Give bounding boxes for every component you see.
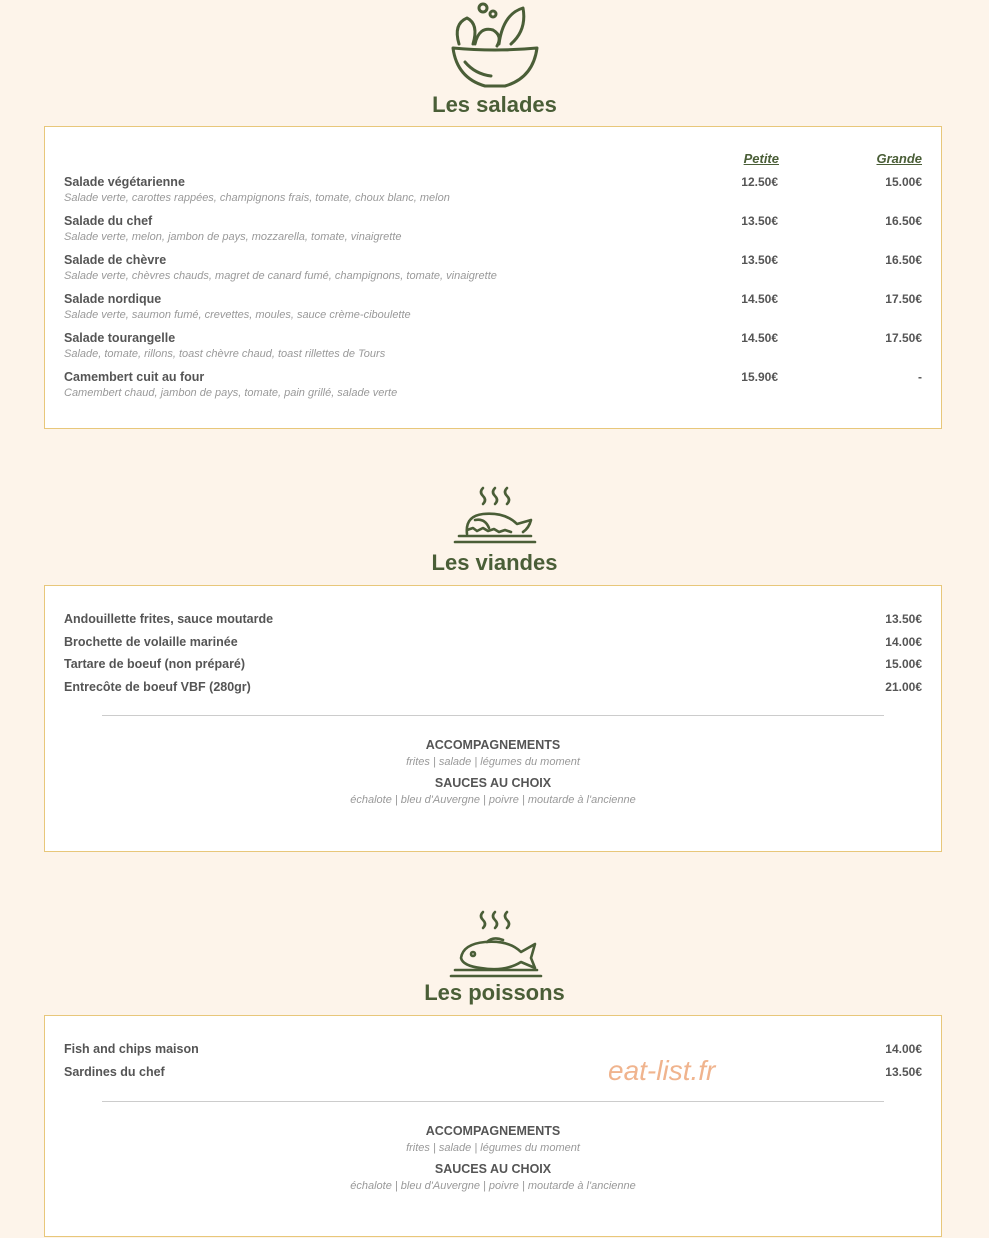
price-petite: 13.50€ [741, 214, 778, 228]
poissons-card [44, 1015, 942, 1237]
list-item [64, 331, 922, 360]
price-grande: 17.50€ [885, 292, 922, 306]
poissons-title: Les poissons [424, 980, 565, 1005]
meat-plate-icon [445, 484, 545, 552]
price-grande: 17.50€ [885, 331, 922, 345]
list-item [64, 1042, 922, 1056]
item-name: Entrecôte de boeuf VBF (280gr) [64, 680, 251, 694]
price-petite: 12.50€ [741, 175, 778, 189]
watermark: eat-list.fr [608, 1055, 716, 1086]
item-name: Sardines du chef [64, 1065, 165, 1079]
price-grande: 15.00€ [885, 175, 922, 189]
item-name: Brochette de volaille marinée [64, 635, 238, 649]
accompaniments-block [45, 738, 941, 814]
item-price: 14.00€ [885, 1042, 922, 1056]
accompaniments-title: ACCOMPAGNEMENTS [425, 738, 561, 752]
sauces-text: échalote | bleu d'Auvergne | poivre | moutarde à l'ancienne [350, 1180, 636, 1192]
accompaniments-text: frites | salade | légumes du moment [406, 1142, 580, 1154]
item-name: Salade tourangelle [64, 331, 176, 345]
item-price: 13.50€ [885, 1065, 922, 1079]
salad-bowl-icon [445, 0, 545, 92]
price-petite: 14.50€ [741, 331, 778, 345]
item-desc: Salade verte, saumon fumé, crevettes, moules, sauce crème-ciboulette [64, 309, 411, 321]
sauces-text: échalote | bleu d'Auvergne | poivre | moutarde à l'ancienne [350, 794, 636, 806]
item-desc: Camembert chaud, jambon de pays, tomate, pain grillé, salade verte [64, 387, 398, 399]
viandes-card [44, 585, 942, 852]
item-price: 13.50€ [885, 612, 922, 626]
list-item [64, 253, 922, 282]
divider [102, 1101, 884, 1102]
salades-title: Les salades [432, 92, 557, 117]
divider [102, 715, 884, 716]
viandes-title: Les viandes [431, 550, 558, 575]
list-item [64, 657, 922, 671]
list-item [64, 635, 922, 649]
item-desc: Salade verte, chèvres chauds, magret de canard fumé, champignons, tomate, vinaigrette [64, 270, 497, 282]
item-price: 14.00€ [885, 635, 922, 649]
item-name: Salade végétarienne [64, 175, 185, 189]
price-petite: 13.50€ [741, 253, 778, 267]
list-item [64, 680, 922, 694]
item-desc: Salade verte, carottes rappées, champignons frais, tomate, choux blanc, melon [64, 192, 450, 204]
price-grande: - [918, 370, 922, 384]
list-item [64, 370, 922, 399]
item-name: Salade de chèvre [64, 253, 167, 267]
fish-plate-icon [445, 908, 545, 982]
item-name: Andouillette frites, sauce moutarde [64, 612, 274, 626]
list-item [64, 292, 922, 321]
salades-card [44, 126, 942, 429]
accompaniments-title: ACCOMPAGNEMENTS [425, 1124, 561, 1138]
item-name: Salade nordique [64, 292, 162, 306]
list-item [64, 214, 922, 243]
price-petite: 15.90€ [741, 370, 778, 384]
item-name: Salade du chef [64, 214, 153, 228]
item-price: 21.00€ [885, 680, 922, 694]
item-desc: Salade verte, melon, jambon de pays, mozzarella, tomate, vinaigrette [64, 231, 402, 243]
item-name: Fish and chips maison [64, 1042, 199, 1056]
sauces-title: SAUCES AU CHOIX [434, 776, 552, 790]
col-head-grande: Grande [876, 151, 922, 166]
item-name: Camembert cuit au four [64, 370, 205, 384]
poissons-header [0, 908, 989, 1006]
price-grande: 16.50€ [885, 253, 922, 267]
col-head-petite: Petite [743, 151, 779, 166]
sauces-title: SAUCES AU CHOIX [434, 1162, 552, 1176]
list-item [64, 1065, 922, 1079]
item-price: 15.00€ [885, 657, 922, 671]
accompaniments-block [45, 1124, 941, 1200]
list-item [64, 612, 922, 626]
salades-header [0, 0, 989, 118]
price-grande: 16.50€ [885, 214, 922, 228]
viandes-header [0, 484, 989, 576]
list-item [64, 175, 922, 204]
item-name: Tartare de boeuf (non préparé) [64, 657, 246, 671]
item-desc: Salade, tomate, rillons, toast chèvre chaud, toast rillettes de Tours [64, 348, 386, 360]
price-petite: 14.50€ [741, 292, 778, 306]
accompaniments-text: frites | salade | légumes du moment [406, 756, 580, 768]
